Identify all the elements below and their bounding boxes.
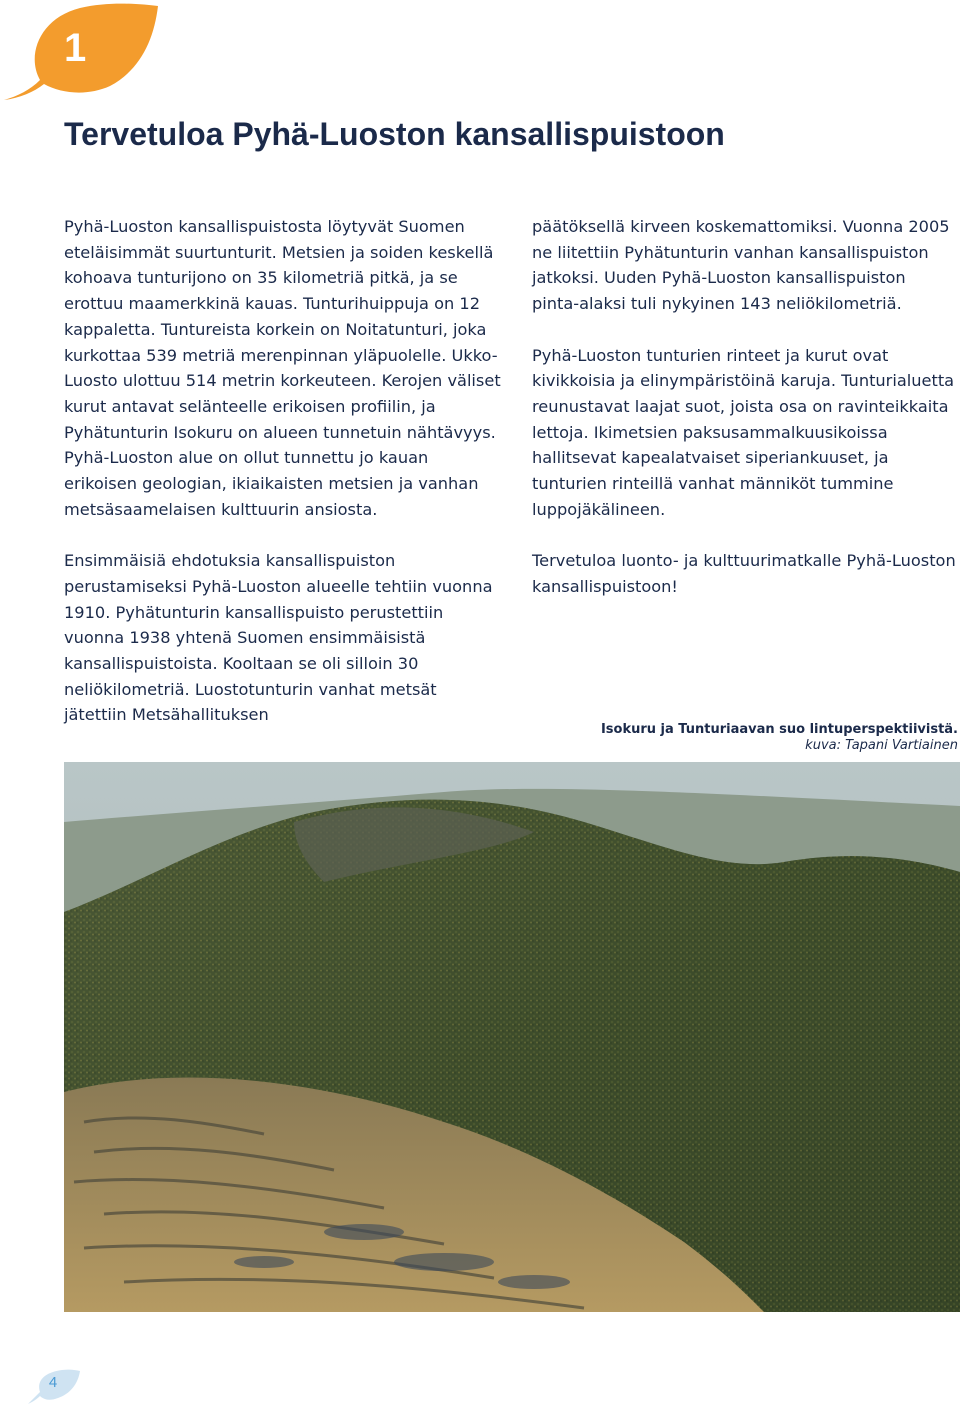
photo-credit: kuva: Tapani Vartiainen (805, 738, 958, 753)
photo-caption (601, 722, 958, 754)
right-paragraph-2: Pyhä-Luoston tunturien rinteet ja kurut ovat kivikkoisia ja elinympäristöinä karuja. Tunturialuetta reunustavat laajat suot, joista osa on ravinteikkaita lettoja. Ikimetsien paksusammalkuusikoissa hallitsevat kapealatvaiset siperiankuuset, ja tunturien rinteillä vanhat männiköt tummine luppojäkälineen. (532, 345, 955, 519)
left-column (64, 214, 504, 754)
right-column (532, 214, 956, 625)
right-paragraph-1: päätöksellä kirveen koskemattomiksi. Vuonna 2005 ne liitettiin Pyhätunturin vanhan kansallispuiston jatkoksi. Uuden Pyhä-Luoston kansallispuiston pinta-alaksi tuli nykyinen 143 neliökilometriä. (532, 217, 950, 314)
page-title: Tervetuloa Pyhä-Luoston kansallispuistoon (64, 116, 725, 152)
photo-caption-title: Isokuru ja Tunturiaavan suo lintuperspektiivistä. (600, 722, 958, 737)
left-paragraph-1: Pyhä-Luoston kansallispuistosta löytyvät Suomen eteläisimmät suurtunturit. Metsien ja soiden keskellä kohoava tunturijono on 35 kilometriä pitkä, ja se erottuu maamerkkinä kauas. Tunturihuippuja on 12 kappaletta. Tuntureista korkein on Noitatunturi, joka kurkottaa 539 metriä merenpinnan yläpuolelle. Ukko-Luosto ulottuu 514 metrin korkeuteen. Kerojen väliset kurut antavat selänteelle erikoisen profiilin, ja Pyhätunturin Isokuru on alueen tunnetuin nähtävyys. Pyhä-Luoston alue on ollut tunnettu jo kauan erikoisen geologian, ikiaikaisten metsien ja vanhan metsäsaamelaisen kulttuurin ansiosta. (64, 217, 501, 519)
chapter-number: 1 (64, 26, 87, 70)
left-paragraph-2: Ensimmäisiä ehdotuksia kansallispuiston perustamiseksi Pyhä-Luoston alueelle tehtiin vuonna 1910. Pyhätunturin kansallispuisto perustettiin vuonna 1938 yhtenä Suomen ensimmäisistä kansallispuistoista. Kooltaan se oli silloin 30 neliökilometriä. Luostotunturin vanhat metsät jätettiin Metsähallituksen (64, 551, 493, 725)
page-number: 4 (48, 1374, 58, 1391)
right-paragraph-3: Tervetuloa luonto- ja kulttuurimatkalle Pyhä-Luoston kansallispuistoon! (532, 551, 956, 596)
aerial-landscape-photo (64, 762, 960, 1312)
